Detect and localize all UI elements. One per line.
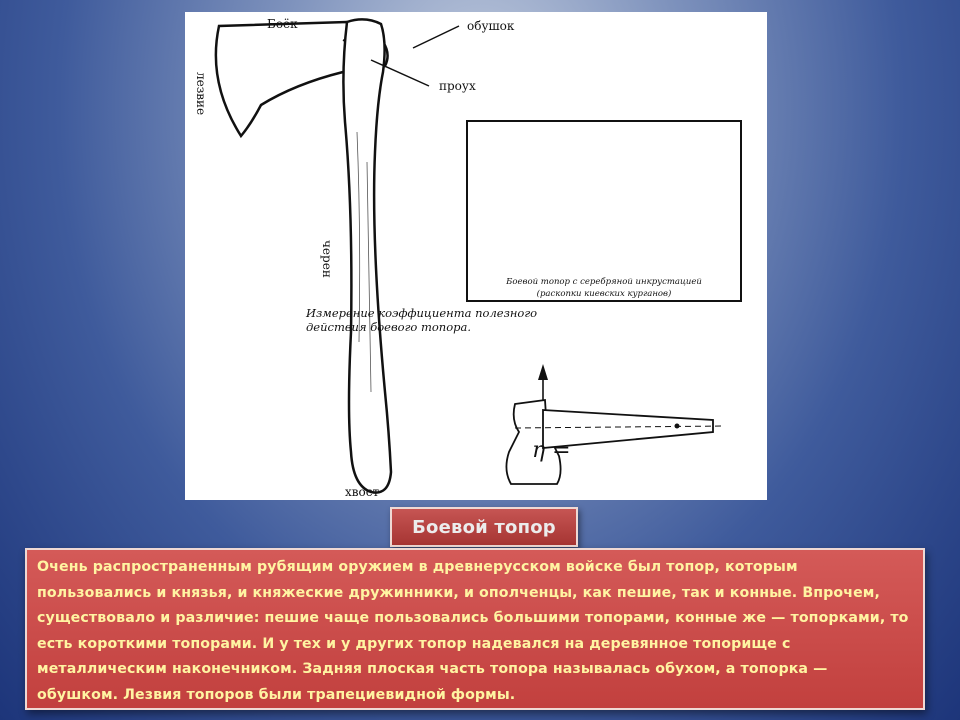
label-obushok: обушок xyxy=(467,19,515,33)
label-khvost: хвост xyxy=(345,485,380,499)
measurement-caption: Измерение коэффициента полезного действия боевого топора. xyxy=(306,306,538,334)
label-lezvie: лезвие xyxy=(194,72,208,116)
vertical-arrow-head xyxy=(538,364,548,380)
description-box xyxy=(25,548,925,710)
description-text: Очень распространенным рубящим оружием в древнерусском войске был топор, которым пользовались и князья, и княжеские дружинники, и ополченцы, как пешие, так и конные. Впрочем, существовало и различие: пешие чаще пользовались большими топорами, конные же — топорками, то есть короткими топорами. И у тех и у других топор надевался на деревянное топорище с металлическим наконечником. Задняя плоская часть топора называлась обухом, а топорка — обушком. Лезвия топоров были трапециевидной формы. xyxy=(37,559,909,703)
label-proukh: проух xyxy=(439,79,476,93)
label-cheren: черен xyxy=(320,240,334,278)
inset-photo-frame xyxy=(466,120,742,302)
slide-title-box xyxy=(390,507,578,547)
label-boek: Боёк xyxy=(267,17,298,31)
slide-title: Боевой топор xyxy=(412,516,556,538)
axe-diagram-figure xyxy=(185,12,767,500)
obushok-leader-line xyxy=(413,26,459,48)
eta-formula-label: η = xyxy=(532,438,571,463)
pivot-point xyxy=(675,424,680,429)
inset-caption-line1: Боевой топор с серебряной инкрустацией xyxy=(506,277,702,287)
inset-caption-line2: (раскопки киевских курганов) xyxy=(536,289,672,299)
axe-handle-outline xyxy=(343,19,391,492)
